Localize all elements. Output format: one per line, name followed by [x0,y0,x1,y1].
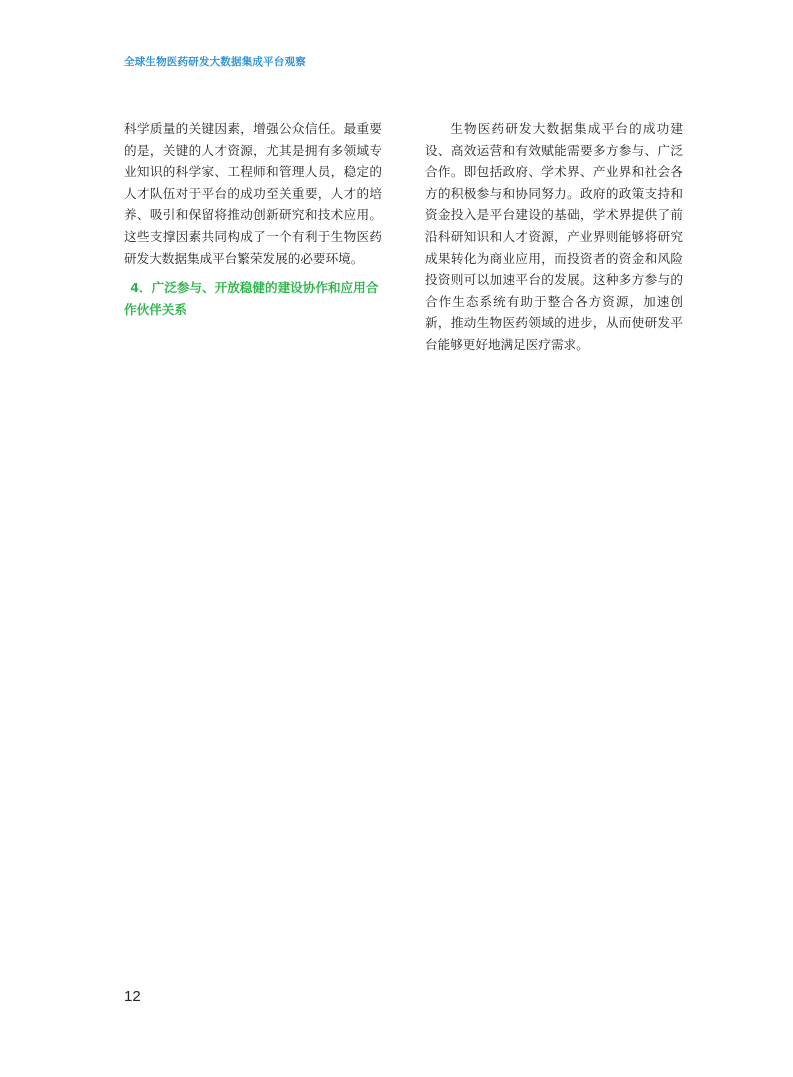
right-column [425,118,683,356]
page-number: 12 [124,988,141,1005]
body-paragraph: 科学质量的关键因素，增强公众信任。最重要的是，关键的人才资源，尤其是拥有多领域专业知识的科学家、工程师和管理人员，稳定的人才队伍对于平台的成功至关重要，人才的培养、吸引和保留将推动创新研究和技术应用。这些支撑因素共同构成了一个有利于生物医药研发大数据集成平台繁荣发展的必要环境。 [124,121,382,266]
left-column [124,118,382,320]
body-paragraph: 生物医药研发大数据集成平台的成功建设、高效运营和有效赋能需要多方参与、广泛合作。即包括政府、学术界、产业界和社会各方的积极参与和协同努力。政府的政策支持和资金投入是平台建设的基础，学术界提供了前沿科研知识和人才资源，产业界则能够将研究成果转化为商业应用，而投资者的资金和风险投资则可以加速平台的发展。这种多方参与的合作生态系统有助于整合各方资源，加速创新，推动生物医药领域的进步，从而使研发平台能够更好地满足医疗需求。 [425,121,683,352]
section-heading: 4．广泛参与、开放稳健的建设协作和应用合作伙伴关系 [124,280,379,317]
running-header: 全球生物医药研发大数据集成平台观察 [124,56,306,68]
